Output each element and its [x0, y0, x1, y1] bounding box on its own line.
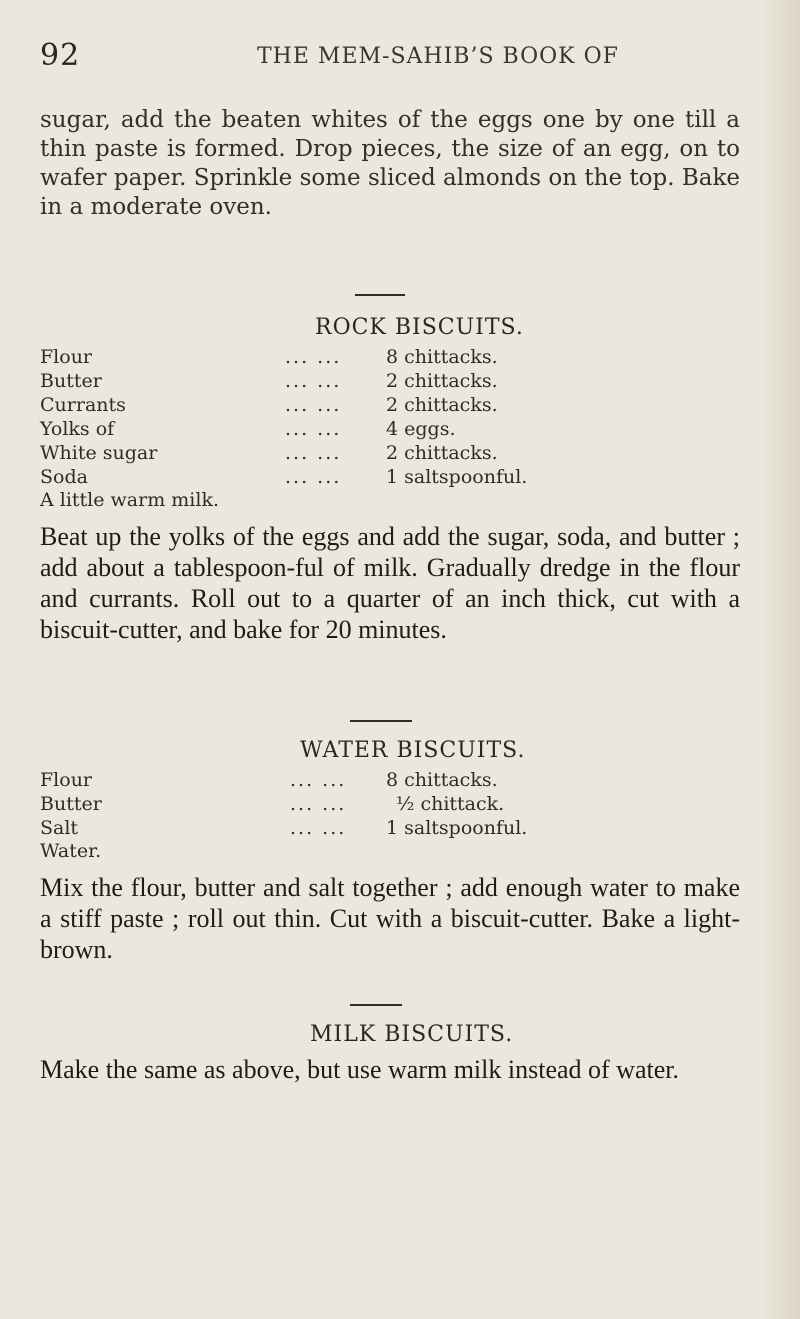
ingredient-name: Soda [40, 466, 88, 488]
water-biscuits-title: WATER BISCUITS. [300, 738, 526, 763]
ingredient-leader: ... ... [290, 769, 347, 791]
ingredient-quantity: 1 saltspoonful. [386, 817, 528, 839]
ingredient-note: Water. [40, 840, 102, 862]
ingredient-name: Yolks of [40, 418, 115, 440]
ingredient-leader: ... ... [290, 793, 347, 815]
section-divider [350, 1004, 402, 1006]
ingredient-leader: ... ... [285, 442, 342, 464]
ingredient-name: White sugar [40, 442, 158, 464]
section-divider [350, 720, 412, 722]
page-number: 92 [40, 38, 81, 73]
ingredient-name: Butter [40, 370, 102, 392]
milk-biscuits-method: Make the same as above, but use warm milk instead of water. [40, 1055, 679, 1084]
rock-biscuits-title: ROCK BISCUITS. [315, 315, 524, 340]
ingredient-name: Butter [40, 793, 102, 815]
ingredient-quantity: 4 eggs. [386, 418, 456, 440]
ingredient-leader: ... ... [285, 418, 342, 440]
ingredient-name: Salt [40, 817, 79, 839]
ingredient-leader: ... ... [285, 370, 342, 392]
running-head: THE MEM-SAHIB’S BOOK OF [257, 44, 619, 69]
milk-biscuits-title: MILK BISCUITS. [310, 1022, 514, 1047]
ingredient-name: Currants [40, 394, 126, 416]
page-edge-shadow [760, 0, 800, 1319]
ingredient-note: A little warm milk. [40, 489, 219, 511]
ingredient-leader: ... ... [290, 817, 347, 839]
ingredient-quantity: 1 saltspoonful. [386, 466, 528, 488]
ingredient-quantity: ½ chittack. [396, 793, 505, 815]
water-biscuits-method: Mix the flour, butter and salt together ; add enough water to make a stiff paste ; roll out thin. Cut with a biscuit-cutter. Bake a light-brown. [40, 873, 740, 964]
ingredient-leader: ... ... [285, 346, 342, 368]
ingredient-quantity: 2 chittacks. [386, 442, 498, 464]
ingredient-quantity: 2 chittacks. [386, 370, 498, 392]
ingredient-leader: ... ... [285, 466, 342, 488]
ingredient-leader: ... ... [285, 394, 342, 416]
ingredient-quantity: 8 chittacks. [386, 769, 498, 791]
intro-paragraph: sugar, add the beaten whites of the eggs one by one till a thin paste is formed. Drop pieces, the size of an egg, on to wafer paper. Sprinkle some sliced almonds on the top. Bake in a moderate oven. [40, 107, 740, 220]
rock-biscuits-method: Beat up the yolks of the eggs and add the sugar, soda, and butter ; add about a tablespoon-ful of milk. Gradually dredge in the flour and currants. Roll out to a quarter of an inch thick, cut with a biscuit-cutter, and bake for 20 minutes. [40, 522, 740, 644]
ingredient-quantity: 8 chittacks. [386, 346, 498, 368]
ingredient-quantity: 2 chittacks. [386, 394, 498, 416]
ingredient-name: Flour [40, 346, 93, 368]
ingredient-name: Flour [40, 769, 93, 791]
section-divider [355, 294, 405, 296]
